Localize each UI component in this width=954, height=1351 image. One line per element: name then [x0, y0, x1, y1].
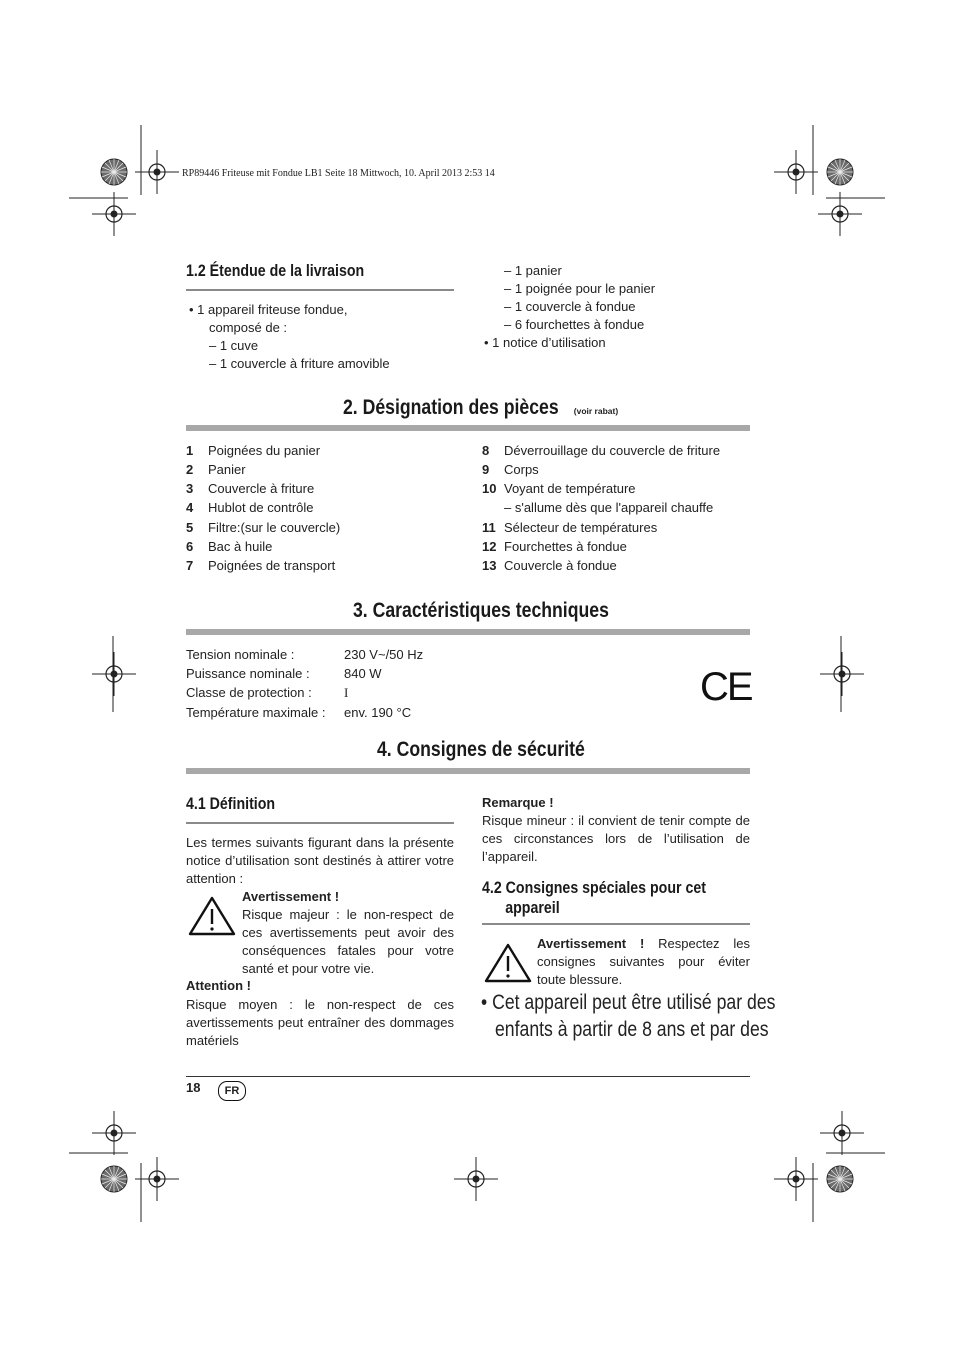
part-row: 4 Hublot de contrôle	[186, 500, 314, 515]
part-row: – s'allume dès que l'appareil chauffe	[504, 500, 714, 515]
warning-text: Risque majeur : le non-respect de ces avertissements peut avoir des conséquences fatales pour votre santé et pour votre vie.	[242, 907, 454, 976]
footer-rule	[186, 1076, 750, 1077]
section-4-heading: 4. Consignes de sécurité	[377, 738, 585, 761]
attention-text: Risque moyen : le non-respect de ces avertissements peut entraîner des dommages matériels	[186, 997, 454, 1048]
part-row: 8 Déverrouillage du couvercle de friture	[482, 443, 721, 458]
list-item: • 1 appareil friteuse fondue,	[189, 302, 348, 317]
ce-mark: CE	[700, 665, 752, 709]
section-41-intro: Les termes suivants figurant dans la présente notice d’utilisation sont destinés à attirer votre attention :	[186, 835, 454, 886]
remark-title: Remarque !	[482, 795, 554, 810]
part-row: 1 Poignées du panier	[186, 443, 321, 458]
spec-row: Puissance nominale : 840 W	[186, 666, 382, 681]
section-12-rule	[186, 289, 454, 291]
spec-row: Température maximale : env. 190 °C	[186, 705, 412, 720]
warning-triangle-icon	[483, 942, 533, 984]
part-row: 12 Fourchettes à fondue	[482, 539, 627, 554]
spec-row: Classe de protection : I	[186, 685, 349, 700]
section-41-rule	[186, 822, 454, 824]
list-item: • 1 notice d’utilisation	[484, 335, 606, 350]
part-row: 7 Poignées de transport	[186, 558, 336, 573]
print-header: RP89446 Friteuse mit Fondue LB1 Seite 18 Mittwoch, 10. April 2013 2:53 14	[182, 168, 495, 179]
section-2-heading	[343, 396, 618, 420]
section-42-heading-line2: appareil	[505, 899, 560, 917]
section-4-bar	[186, 768, 750, 774]
remark-text: Risque mineur : il convient de tenir compte de ces circonstances lors de l’utilisation de l’appareil.	[482, 813, 750, 864]
section-42-warning-title: Avertissement !	[537, 936, 645, 951]
list-item: – 6 fourchettes à fondue	[504, 317, 645, 332]
part-row: 6 Bac à huile	[186, 539, 273, 554]
section-42-rule	[482, 923, 750, 925]
section-12-left-list	[189, 301, 390, 373]
part-row: 2 Panier	[186, 462, 246, 477]
section-2-note: (voir rabat)	[573, 406, 619, 416]
section-42-warning-text: Respectez les consignes suivantes pour éviter toute blessure.	[537, 936, 750, 987]
section-12-heading: 1.2 Étendue de la livraison	[186, 262, 365, 280]
part-row: 3 Couvercle à friture	[186, 481, 315, 496]
list-item: – 1 cuve	[209, 338, 259, 353]
lang-badge: FR	[218, 1081, 246, 1101]
part-row: 9 Corps	[482, 462, 539, 477]
part-row: 5 Filtre:(sur le couvercle)	[186, 520, 341, 535]
attention-title: Attention !	[186, 978, 251, 993]
part-row: 11 Sélecteur de températures	[482, 520, 658, 535]
section-3-bar	[186, 629, 750, 635]
spec-row: Tension nominale : 230 V~/50 Hz	[186, 647, 424, 662]
page-number: 18	[186, 1080, 201, 1095]
part-row: 13 Couvercle à fondue	[482, 558, 617, 573]
section-12-right-list	[484, 262, 655, 352]
section-41-heading: 4.1 Définition	[186, 795, 276, 813]
section-42-heading-line1: 4.2 Consignes spéciales pour cet	[482, 879, 706, 897]
list-item: – 1 poignée pour le panier	[504, 281, 656, 296]
section-2-title: 2. Désignation des pièces	[343, 396, 559, 419]
list-item: – 1 couvercle à friture amovible	[209, 356, 390, 371]
list-item: composé de :	[209, 320, 288, 335]
section-42-warning	[537, 935, 750, 989]
list-item: – 1 panier	[504, 263, 562, 278]
big-text-line-2: enfants à partir de 8 ans et par des	[495, 1018, 769, 1041]
warning-triangle-icon	[187, 895, 237, 937]
section-3-heading: 3. Caractéristiques techniques	[353, 599, 609, 622]
list-item: – 1 couvercle à fondue	[504, 299, 636, 314]
section-42-heading	[482, 878, 706, 918]
warning-title: Avertissement !	[242, 889, 340, 904]
section-2-bar	[186, 425, 750, 431]
big-text-line-1: • Cet appareil peut être utilisé par des	[481, 991, 776, 1014]
part-row: 10 Voyant de température	[482, 481, 636, 496]
